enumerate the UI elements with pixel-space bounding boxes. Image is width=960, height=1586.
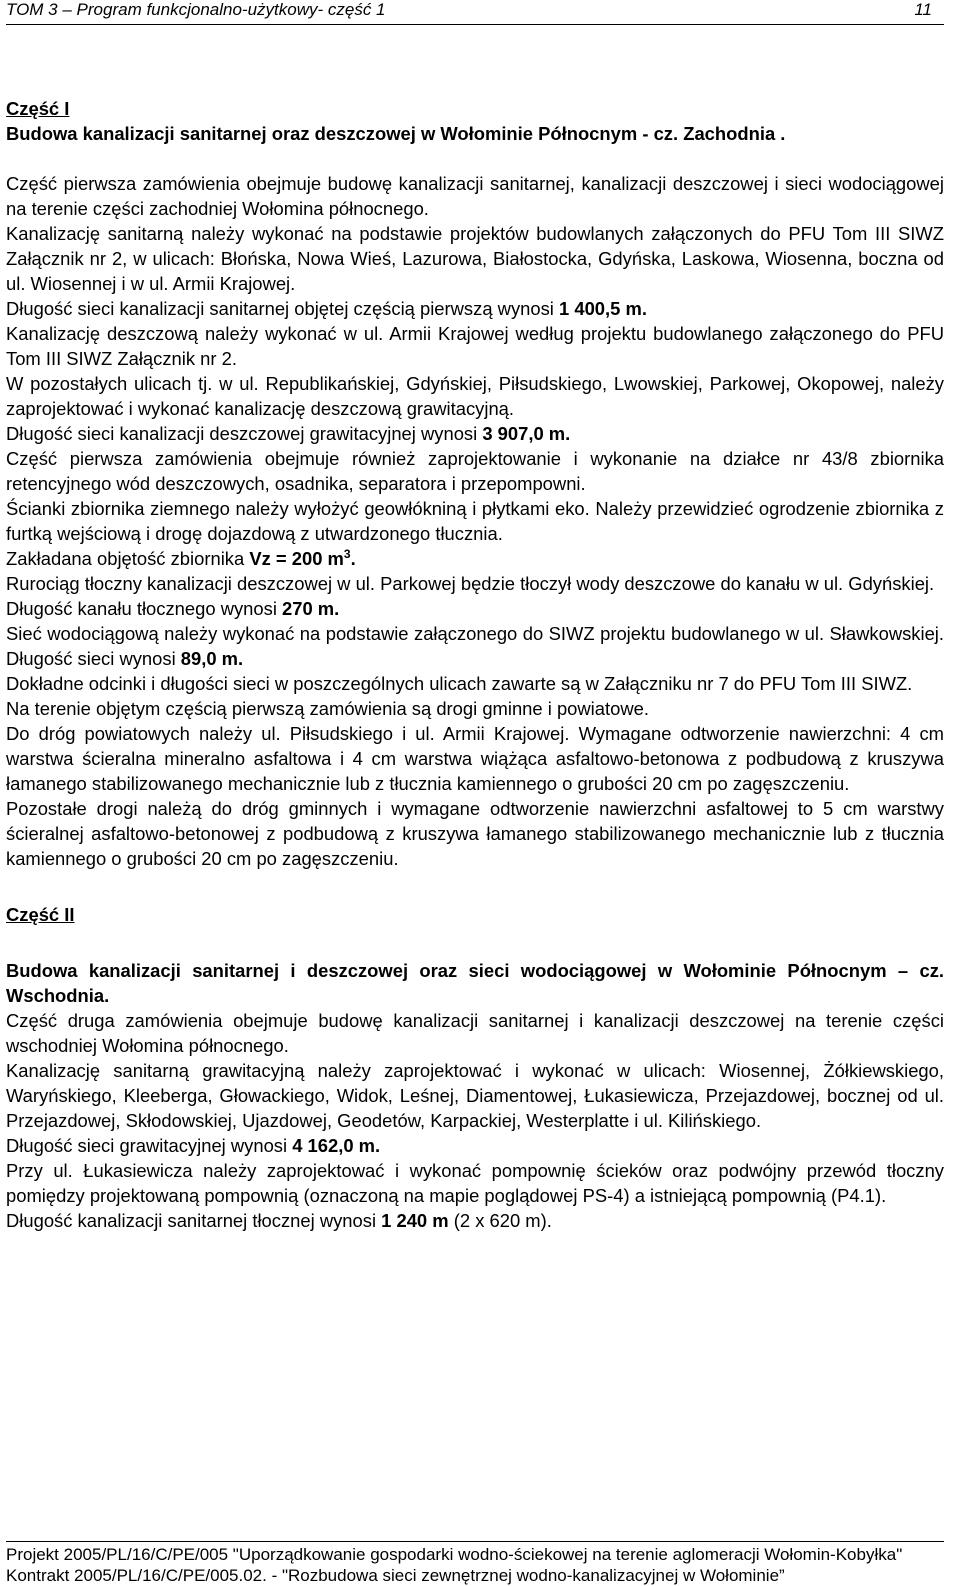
text-span: Długość sieci kanalizacji sanitarnej objętej częścią pierwszą wynosi xyxy=(6,298,559,319)
page-header xyxy=(6,0,944,25)
part1-paragraph: Na terenie objętym częścią pierwszą zamówienia są drogi gminne i powiatowe. xyxy=(6,698,649,719)
text-span: Długość sieci grawitacyjnej wynosi xyxy=(6,1135,293,1156)
text-span: . xyxy=(565,423,571,444)
footer-contract: Kontrakt 2005/PL/16/C/PE/005.02. - "Rozbudowa sieci zewnętrznej wodno-kanalizacyjnej w Wołominie” xyxy=(6,1566,785,1585)
text-span: Długość kanalizacji sanitarnej tłocznej wynosi xyxy=(6,1210,382,1231)
storm-length-value: 3 907,0 m xyxy=(482,423,566,444)
text-span: . xyxy=(350,548,356,569)
text-span: . xyxy=(334,598,340,619)
part2-paragraph: Przy ul. Łukasiewicza należy zaprojektować i wykonać pompownię ścieków oraz podwójny przewód tłoczny pomiędzy projektowaną pompownią (oznaczoną na mapie poglądowej PS-4) a istniejącą pompownią (P4.1). xyxy=(6,1160,944,1206)
part1-paragraph: Dokładne odcinki i długości sieci w poszczególnych ulicach zawarte są w Załączniku nr 7 do PFU Tom III SIWZ. xyxy=(6,673,913,694)
page-footer xyxy=(6,1541,944,1586)
part1-paragraph: Kanalizację sanitarną należy wykonać na podstawie projektów budowlanych załączonych do PFU Tom III SIWZ Załącznik nr 2, w ulicach: Błońska, Nowa Wieś, Lazurowa, Białostocka, Gdyńska, Laskowa, Wiosenna, boczna od ul. Wiosennej i w ul. Armii Krajowej. xyxy=(6,223,944,294)
text-span: Sieć wodociągową należy wykonać na podstawie załączonego do SIWZ projektu budowlanego w ul. Sławkowskiej. Długość sieci wynosi xyxy=(6,623,944,669)
part2-paragraph xyxy=(6,1208,944,1233)
part2-paragraph: Kanalizację sanitarną grawitacyjną należy zaprojektować i wykonać w ulicach: Wiosennej, Żółkiewskiego, Waryńskiego, Kleeberga, Głowackiego, Widok, Leśnej, Diamentowej, Łukasiewicza, Przejazdowej, bocznej od ul. Przejazdowej, Skłodowskiej, Ujazdowej, Geodetów, Karpackiej, Westerplatte i ul. Kilińskiego. xyxy=(6,1060,944,1131)
part2-title: Budowa kanalizacji sanitarnej i deszczowej oraz sieci wodociągowej w Wołominie Północnym – cz. Wschodnia. xyxy=(6,960,944,1006)
part1-paragraph: Ścianki zbiornika ziemnego należy wyłożyć geowłókniną i płytkami eko. Należy przewidzieć ogrodzenie zbiornika z furtką wejściową i drogę dojazdową z utwardzonego tłucznia. xyxy=(6,498,944,544)
page-content xyxy=(6,96,944,1233)
text-span: Długość kanału tłocznego wynosi xyxy=(6,598,283,619)
page-number: 11 xyxy=(914,0,932,19)
part1-paragraph xyxy=(6,546,944,571)
part1-paragraph: Do dróg powiatowych należy ul. Piłsudskiego i ul. Armii Krajowej. Wymagane odtworzenie nawierzchni: 4 cm warstwa ścieralna mineralno asfaltowa i 4 cm warstwa wiążąca asfaltowo-betonowa z podbudową z kruszywa łamanego stabilizowanego mechanicznie lub z tłucznia kamiennego o grubości 20 cm po zagęszczeniu. xyxy=(6,723,944,794)
pressure-length-value: 270 m xyxy=(282,598,335,619)
text-span: . xyxy=(375,1135,381,1156)
superscript: 3 xyxy=(343,546,351,561)
part1-paragraph: Kanalizację deszczową należy wykonać w ul. Armii Krajowej według projektu budowlanego załączonego do PFU Tom III SIWZ Załącznik nr 2. xyxy=(6,323,944,369)
part1-paragraph xyxy=(6,596,944,621)
part1-paragraph: Pozostałe drogi należą do dróg gminnych i wymagane odtworzenie nawierzchni asfaltowej to 5 cm warstwy ścieralnej asfaltowo-betonowej z podbudową z kruszywa łamanego stabilizowanego mechanicznie lub z tłucznia kamiennego o grubości 20 cm po zagęszczeniu. xyxy=(6,798,944,869)
tank-volume-value: Vz = 200 m xyxy=(249,548,344,569)
part1-paragraph: Rurociąg tłoczny kanalizacji deszczowej w ul. Parkowej będzie tłoczył wody deszczowe do kanału w ul. Gdyńskiej. xyxy=(6,573,935,594)
water-length-value: 89,0 m xyxy=(180,648,239,669)
sanitary-length-value: 1 400,5 m xyxy=(559,298,642,319)
header-title: TOM 3 – Program funkcjonalno-użytkowy- część 1 xyxy=(6,0,386,19)
pressure-sewer-length-value: 1 240 m xyxy=(381,1210,449,1231)
part2-paragraph xyxy=(6,1133,944,1158)
part2-heading: Część II xyxy=(6,904,75,925)
text-span: (2 x 620 m). xyxy=(448,1210,552,1231)
part1-title: Budowa kanalizacji sanitarnej oraz deszczowej w Wołominie Północnym - cz. Zachodnia . xyxy=(6,123,786,144)
text-span: . xyxy=(641,298,647,319)
part1-paragraph: W pozostałych ulicach tj. w ul. Republikańskiej, Gdyńskiej, Piłsudskiego, Lwowskiej, Parkowej, Okopowej, należy zaprojektować i wykonać kanalizację deszczową grawitacyjną. xyxy=(6,373,944,419)
text-span: Zakładana objętość zbiornika xyxy=(6,548,250,569)
gravity-length-value: 4 162,0 m xyxy=(292,1135,376,1156)
part1-paragraph: Część pierwsza zamówienia obejmuje budowę kanalizacji sanitarnej, kanalizacji deszczowej i sieci wodociągowej na terenie części zachodniej Wołomina północnego. xyxy=(6,173,944,219)
part1-paragraph xyxy=(6,296,944,321)
footer-project: Projekt 2005/PL/16/C/PE/005 "Uporządkowanie gospodarki wodno-ściekowej na terenie aglomeracji Wołomin-Kobyłka" xyxy=(6,1545,903,1564)
part1-paragraph xyxy=(6,421,944,446)
text-span: . xyxy=(238,648,244,669)
text-span: Długość sieci kanalizacji deszczowej grawitacyjnej wynosi xyxy=(6,423,483,444)
part1-heading: Część I xyxy=(6,98,70,119)
part1-paragraph: Część pierwsza zamówienia obejmuje również zaprojektowanie i wykonanie na działce nr 43/8 zbiornika retencyjnego wód deszczowych, osadnika, separatora i przepompowni. xyxy=(6,448,944,494)
part2-paragraph: Część druga zamówienia obejmuje budowę kanalizacji sanitarnej i kanalizacji deszczowej na terenie części wschodniej Wołomina północnego. xyxy=(6,1010,944,1056)
part1-paragraph xyxy=(6,621,944,671)
